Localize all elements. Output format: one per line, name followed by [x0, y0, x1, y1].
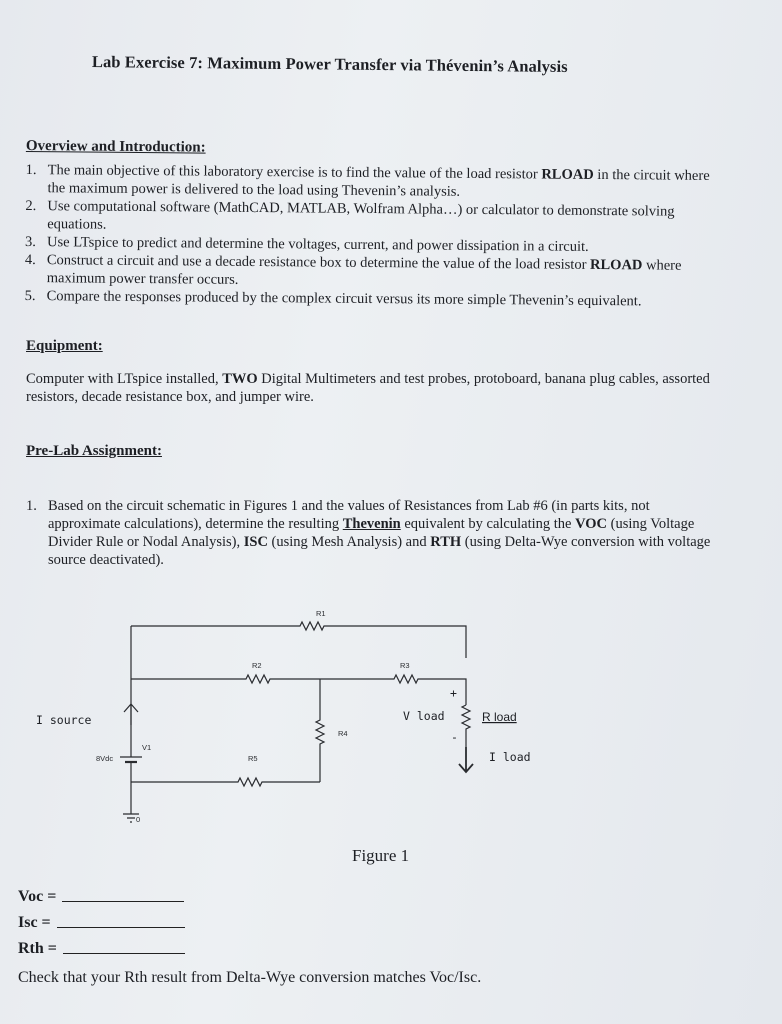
- r-load-label: R load: [482, 710, 517, 724]
- rth-label: Rth =: [18, 940, 57, 957]
- equipment-heading: Equipment:: [26, 338, 103, 354]
- isc-label: Isc =: [18, 914, 51, 931]
- list-item: 2. Use computational software (MathCAD, MATLAB, Wolfram Alpha…) or calculator to demonstrate solving equations.: [25, 197, 675, 233]
- r4-label: R4: [338, 729, 348, 738]
- list-item: 3. Use LTspice to predict and determine the voltages, current, and power dissipation in a circuit.: [25, 233, 589, 255]
- ground-label: 0: [136, 815, 141, 824]
- v1-label: V1: [142, 743, 152, 752]
- circuit-schematic: [0, 600, 782, 840]
- list-item: 1. The main objective of this laboratory exercise is to find the value of the load resistor RLOAD in the circuit where the maximum power is delivered to the load using Thevenin’s analysis.: [25, 161, 710, 200]
- rth-answer-row: [18, 932, 185, 958]
- rth-blank[interactable]: [63, 953, 185, 954]
- isc-answer-row: [18, 906, 185, 932]
- list-item: 5. Compare the responses produced by the complex circuit versus its more simple Thevenin’s equivalent.: [24, 287, 642, 310]
- overview-list: [25, 161, 718, 311]
- figure-caption: Figure 1: [352, 846, 410, 865]
- isc-blank[interactable]: [57, 927, 185, 928]
- i-load-label: I load: [489, 750, 531, 764]
- r4-resistor: [316, 679, 324, 782]
- r-load-resistor: [462, 705, 470, 747]
- plus-label: +: [450, 686, 457, 700]
- prelab-item: 1. Based on the circuit schematic in Figures 1 and the values of Resistances from Lab #6 (in parts kits, not approximate calculations), determine the resulting Thevenin equivalent by calculating the VOC (using Voltage Divider Rule or Nodal Analysis), ISC (using Mesh Analysis) and RTH (using Delta-Wye conversion with voltage source deactivated).: [26, 498, 711, 568]
- v-load-label: V load: [403, 709, 445, 723]
- wire-bottom: [131, 778, 320, 786]
- voc-answer-row: [18, 880, 185, 906]
- minus-label: -: [451, 730, 458, 744]
- check-note: Check that your Rth result from Delta-Wye conversion matches Voc/Isc.: [18, 969, 482, 986]
- wire-top: [131, 622, 466, 658]
- wire-middle: [131, 675, 466, 705]
- overview-section: [25, 137, 718, 311]
- list-item: 4. Construct a circuit and use a decade resistance box to determine the value of the load resistor RLOAD where maximum power transfer occurs.: [24, 251, 682, 288]
- answer-block: [18, 880, 185, 958]
- page-title: Lab Exercise 7: Maximum Power Transfer via Thévenin’s Analysis: [91, 52, 568, 76]
- equipment-text: Computer with LTspice installed, TWO Digital Multimeters and test probes, protoboard, banana plug cables, assorted resistors, decade resistance box, and jumper wire.: [26, 371, 710, 405]
- voc-label: Voc =: [18, 888, 57, 905]
- battery-v1: [120, 725, 142, 762]
- overview-heading: Overview and Introduction:: [25, 137, 206, 156]
- i-source-arrow: [124, 704, 138, 725]
- r1-label: R1: [316, 609, 326, 618]
- r3-label: R3: [400, 661, 410, 670]
- source-value-label: 8Vdc: [96, 754, 114, 763]
- i-load-arrow: [459, 747, 473, 772]
- i-source-label: I source: [36, 713, 92, 727]
- prelab-heading: Pre-Lab Assignment:: [26, 443, 162, 459]
- voc-blank[interactable]: [62, 901, 184, 902]
- r2-label: R2: [252, 661, 262, 670]
- r5-label: R5: [248, 754, 258, 763]
